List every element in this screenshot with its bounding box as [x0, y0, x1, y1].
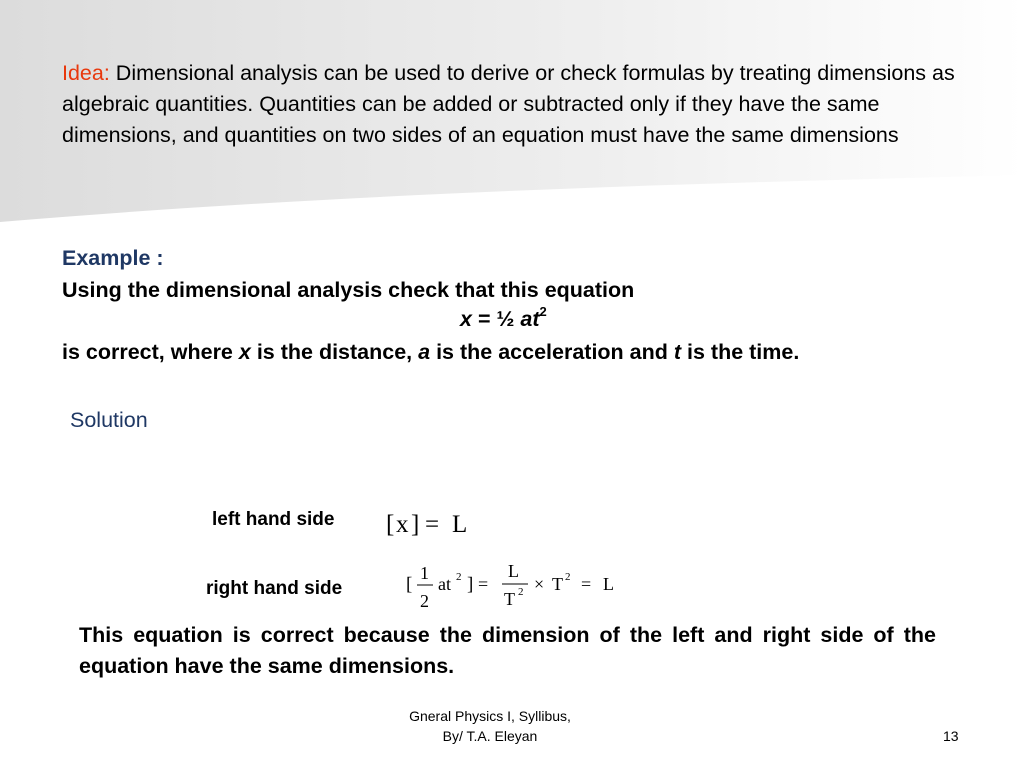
rf-L: L [603, 574, 614, 594]
footer-line-2: By/ T.A. Eleyan [442, 728, 538, 744]
l3-t: t [673, 340, 682, 364]
example-line-1: Using the dimensional analysis check that this equation [62, 278, 635, 302]
eq-x: x [460, 307, 472, 332]
eq-half: ½ [496, 307, 521, 332]
rf-den-2: 2 [420, 591, 429, 611]
page-number: 13 [943, 728, 959, 744]
rf-rbracket: ] [467, 574, 474, 595]
l3-x: x [238, 340, 251, 364]
rf-T: T [552, 574, 563, 594]
eq-at: at [520, 307, 540, 332]
example-equation [460, 306, 547, 332]
rf-equals-1: = [478, 574, 489, 594]
l3-a: a [418, 340, 431, 364]
left-formula [380, 500, 500, 550]
rf-exp-3: 2 [565, 571, 571, 583]
l3-p4: is the time. [681, 340, 800, 364]
rf-equals-2: = [581, 574, 592, 594]
solution-heading: Solution [70, 408, 148, 432]
footer-line-1: Gneral Physics I, Syllibus, [409, 708, 571, 724]
left-hand-side-label: left hand side [212, 509, 335, 530]
rf-num-L: L [508, 561, 519, 581]
rf-num-1: 1 [420, 563, 429, 583]
rf-times: × [534, 574, 545, 594]
rf-exp-2: 2 [518, 586, 524, 598]
rf-exp-1: 2 [456, 571, 462, 583]
example-title: Example : [62, 246, 164, 270]
right-formula [398, 555, 638, 615]
idea-label: Idea: [62, 61, 110, 85]
right-hand-side-label: right hand side [206, 578, 343, 599]
l3-p2: is the distance, [250, 340, 419, 364]
conclusion-paragraph: This equation is correct because the dimension of the left and right side of the equation have the same dimensions. [79, 623, 936, 678]
lf-equals: = [425, 511, 440, 538]
rf-lbracket: [ [406, 574, 413, 595]
eq-exponent: 2 [539, 304, 547, 319]
idea-paragraph [62, 58, 962, 151]
lf-lbracket: [ [386, 511, 395, 538]
footer-credit [390, 706, 590, 746]
l3-p1: is correct, where [62, 340, 239, 364]
lf-rbracket: ] [411, 511, 420, 538]
eq-equals: = [471, 307, 497, 332]
rf-at: at [438, 574, 451, 594]
lf-x: x [396, 511, 409, 538]
rf-den-T: T [504, 589, 515, 609]
idea-text: Dimensional analysis can be used to derive or check formulas by treating dimensions as algebraic quantities. Quantities can be added or subtracted only if they have the same dimensions, and quantities on two sides of an equation must have the same dimensions [62, 61, 955, 147]
lf-L: L [452, 511, 468, 538]
example-line-3 [62, 340, 962, 365]
l3-p3: is the acceleration and [430, 340, 674, 364]
